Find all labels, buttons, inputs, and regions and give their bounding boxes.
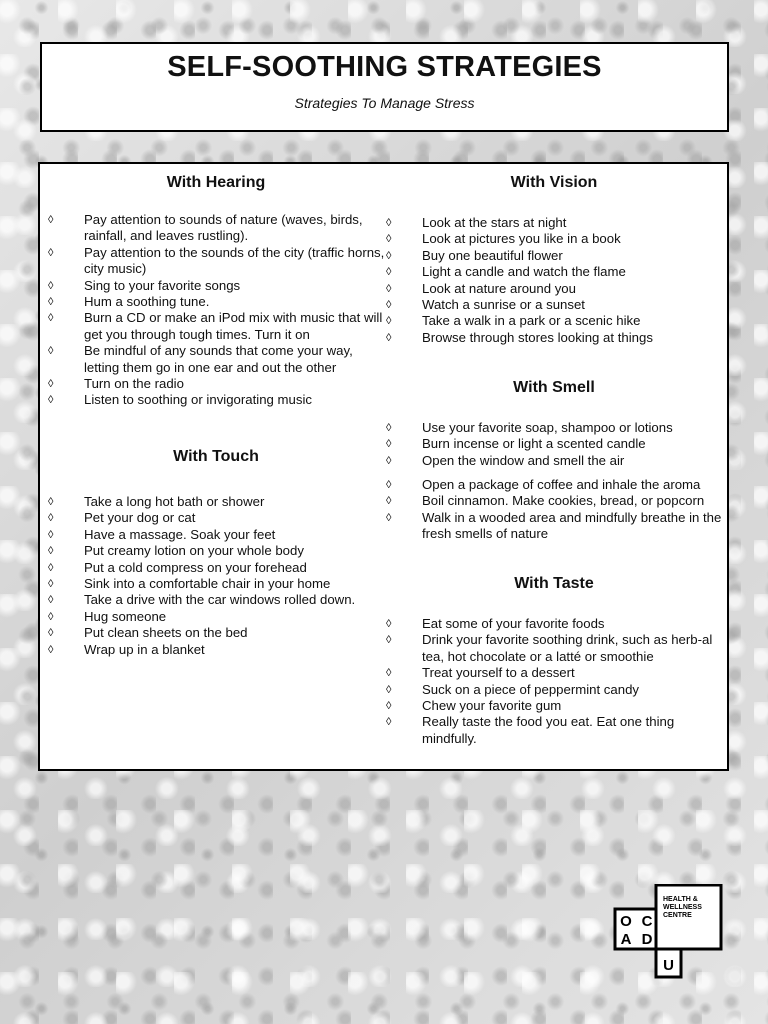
list-item [46, 527, 386, 543]
list-item-text: Use your favorite soap, shampoo or lotions [422, 420, 673, 435]
section-heading-vision: With Vision [510, 174, 598, 191]
bullet-icon: ◊ [48, 610, 54, 623]
list-item [384, 264, 724, 280]
list-item-text: Put a cold compress on your forehead [84, 559, 307, 575]
list-item [46, 494, 386, 510]
bullet-icon: ◊ [48, 345, 54, 358]
list-item [46, 576, 386, 592]
list-item [384, 215, 724, 231]
list-item [384, 665, 724, 681]
list-item [384, 281, 724, 297]
list-item-text: Walk in a wooded area and mindfully breathe in the fresh smells of nature [422, 509, 722, 542]
list-item-text: Look at nature around you [422, 280, 576, 296]
list-item [384, 453, 724, 469]
bullet-icon: ◊ [48, 643, 54, 656]
list-item-text: Boil cinnamon. Make cookies, bread, or popcorn [422, 493, 705, 509]
list-item [46, 543, 386, 559]
bullet-icon: ◊ [48, 578, 54, 591]
list-item [46, 245, 386, 278]
list-item [384, 682, 724, 698]
list-item [384, 493, 724, 509]
list-item-text: Put creamy lotion on your whole body [84, 543, 304, 559]
section-heading-smell: With Smell [513, 379, 595, 396]
list-item [46, 376, 386, 392]
list-item [384, 297, 724, 313]
list-item [384, 714, 724, 747]
list-item [384, 616, 724, 632]
list-item-text: Buy one beautiful flower [422, 247, 563, 263]
list-item-text: Chew your favorite gum [422, 698, 562, 714]
list-item [46, 310, 386, 343]
list-item [46, 592, 386, 608]
list-item [46, 625, 386, 641]
bullet-icon: ◊ [386, 438, 392, 451]
logo-letter-u: U [663, 957, 674, 974]
section-heading-taste: With Taste [514, 575, 594, 592]
list-item-text: Sing to your favorite songs [84, 277, 241, 293]
list-item [384, 510, 724, 543]
list-item-text: Listen to soothing or invigorating music [84, 392, 312, 408]
bullet-icon: ◊ [48, 296, 54, 309]
bullet-icon: ◊ [48, 394, 54, 407]
logo-letter-d: D [641, 931, 653, 948]
hearing-list [46, 212, 386, 409]
logo-letter-c: C [641, 913, 653, 930]
page-subtitle: Strategies To Manage Stress [294, 95, 475, 111]
list-item-text: Take a drive with the car windows rolled down. [84, 592, 356, 608]
list-item [46, 560, 386, 576]
smell-list-b [384, 477, 724, 543]
list-item [46, 212, 386, 245]
taste-list [384, 616, 724, 747]
bullet-icon: ◊ [48, 496, 54, 508]
bullet-icon: ◊ [48, 627, 54, 640]
list-item-text: Have a massage. Soak your feet [84, 526, 276, 542]
bullet-icon: ◊ [386, 217, 392, 229]
ocadu-logo [613, 884, 723, 980]
bullet-icon: ◊ [386, 495, 392, 508]
list-item [384, 698, 724, 714]
bullet-icon: ◊ [386, 700, 392, 713]
logo-text-line-3: CENTRE [663, 912, 692, 919]
list-item-text: Sink into a comfortable chair in your home [84, 576, 331, 592]
bullet-icon: ◊ [48, 214, 54, 226]
list-item-text: Wrap up in a blanket [84, 641, 205, 657]
content-panel [38, 162, 729, 771]
list-item [46, 392, 386, 408]
bullet-icon: ◊ [386, 282, 392, 295]
section-heading-touch: With Touch [173, 448, 259, 465]
list-item-text: Take a long hot bath or shower [84, 494, 265, 509]
bullet-icon: ◊ [386, 511, 392, 524]
bullet-icon: ◊ [48, 528, 54, 541]
bullet-icon: ◊ [386, 233, 392, 246]
list-item-text: Really taste the food you eat. Eat one thing mindfully. [422, 714, 675, 746]
logo-letter-a: A [620, 931, 632, 948]
list-item-text: Look at the stars at night [422, 215, 567, 230]
list-item [46, 642, 386, 658]
list-item [46, 278, 386, 294]
list-item-text: Watch a sunrise or a sunset [422, 297, 585, 313]
list-item-text: Burn incense or light a scented candle [422, 436, 646, 452]
list-item-text: Hum a soothing tune. [84, 294, 210, 310]
list-item-text: Burn a CD or make an iPod mix with music that will get you through tough times. Turn it on [84, 310, 383, 342]
list-item [46, 343, 386, 376]
list-item-text: Light a candle and watch the flame [422, 264, 626, 280]
list-item-text: Be mindful of any sounds that come your way, letting them go in one ear and out the other [84, 343, 353, 375]
bullet-icon: ◊ [386, 634, 392, 647]
bullet-icon: ◊ [386, 266, 392, 279]
list-item-text: Browse through stores looking at things [422, 329, 653, 345]
logo-text-line-2: WELLNESS [663, 904, 702, 911]
list-item [384, 436, 724, 452]
bullet-icon: ◊ [386, 716, 392, 729]
bullet-icon: ◊ [48, 279, 54, 292]
title-panel [40, 42, 729, 132]
bullet-icon: ◊ [386, 315, 392, 328]
bullet-icon: ◊ [48, 312, 54, 325]
logo-letter-o: O [620, 913, 632, 930]
list-item-text: Look at pictures you like in a book [422, 231, 621, 247]
bullet-icon: ◊ [386, 422, 392, 434]
bullet-icon: ◊ [386, 667, 392, 680]
list-item-text: Turn on the radio [84, 376, 184, 392]
vision-list [384, 215, 724, 346]
list-item-text: Pay attention to the sounds of the city (traffic horns, city music) [84, 244, 385, 277]
bullet-icon: ◊ [48, 545, 54, 558]
page-title: SELF-SOOTHING STRATEGIES [167, 51, 602, 83]
list-item-text: Take a walk in a park or a scenic hike [422, 313, 641, 329]
touch-list [46, 494, 386, 658]
list-item-text: Hug someone [84, 608, 167, 624]
bullet-icon: ◊ [48, 561, 54, 574]
bullet-icon: ◊ [48, 594, 54, 607]
bullet-icon: ◊ [48, 512, 54, 525]
bullet-icon: ◊ [386, 683, 392, 696]
bullet-icon: ◊ [48, 378, 54, 391]
bullet-icon: ◊ [48, 246, 54, 259]
list-item [384, 477, 724, 493]
logo-text-line-1: HEALTH & [663, 896, 698, 903]
list-item-text: Put clean sheets on the bed [84, 625, 248, 641]
list-item [384, 420, 724, 436]
bullet-icon: ◊ [386, 331, 392, 344]
list-item-text: Open a package of coffee and inhale the aroma [422, 477, 701, 492]
smell-list-a [384, 420, 724, 469]
list-item [46, 294, 386, 310]
bullet-icon: ◊ [386, 299, 392, 312]
list-item [46, 609, 386, 625]
list-item [384, 330, 724, 346]
bullet-icon: ◊ [386, 249, 392, 262]
list-item-text: Suck on a piece of peppermint candy [422, 681, 639, 697]
list-item [384, 248, 724, 264]
list-item [384, 231, 724, 247]
bullet-icon: ◊ [386, 479, 392, 491]
list-item-text: Pay attention to sounds of nature (waves, birds, rainfall, and leaves rustling). [84, 212, 363, 244]
list-item-text: Pet your dog or cat [84, 510, 196, 526]
list-item-text: Eat some of your favorite foods [422, 616, 605, 631]
bullet-icon: ◊ [386, 618, 392, 630]
list-item-text: Open the window and smell the air [422, 452, 625, 468]
list-item-text: Treat yourself to a dessert [422, 665, 575, 681]
list-item [384, 632, 724, 665]
list-item [384, 313, 724, 329]
section-heading-hearing: With Hearing [166, 174, 266, 191]
bullet-icon: ◊ [386, 454, 392, 467]
list-item [46, 510, 386, 526]
list-item-text: Drink your favorite soothing drink, such as herb-al tea, hot chocolate or a latté or smoothie [422, 632, 713, 664]
